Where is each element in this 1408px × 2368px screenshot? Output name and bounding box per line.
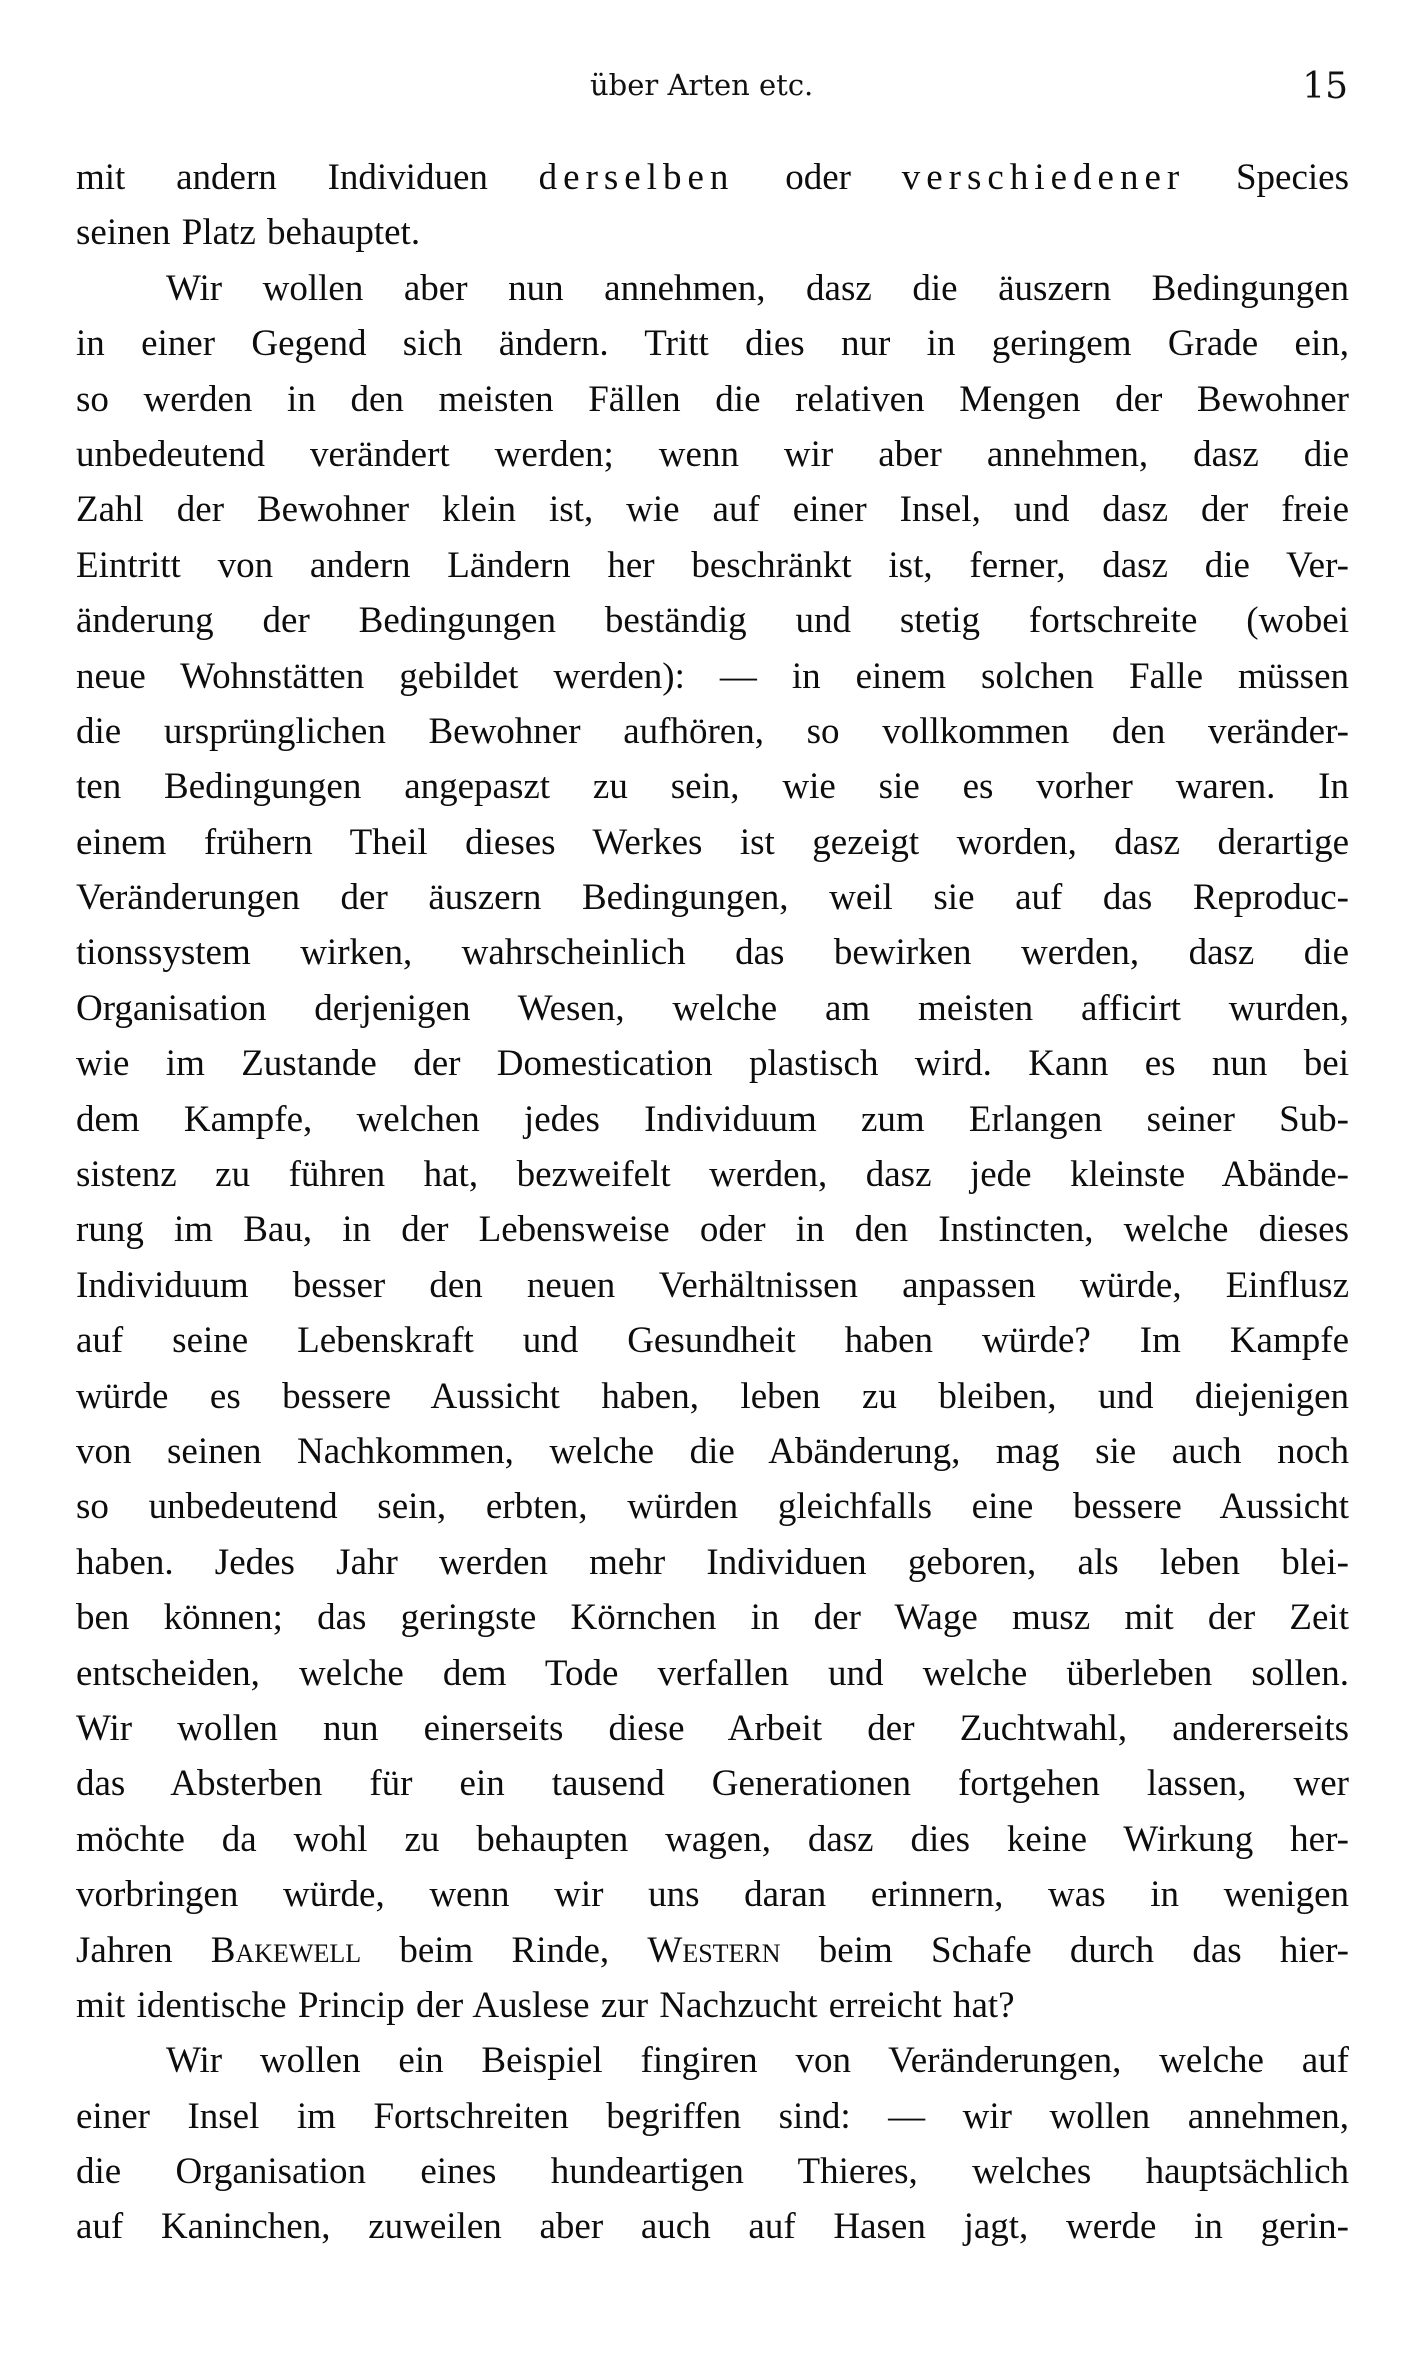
text-line: Zahl der Bewohner klein ist, wie auf einer Insel, und dasz der freie [76, 489, 1349, 531]
text-line: Individuum besser den neuen Verhältnissen anpassen würde, Einflusz [76, 1264, 1349, 1306]
text-line: einem frühern Theil dieses Werkes ist gezeigt worden, dasz derartige [76, 821, 1349, 863]
page-number: 15 [1302, 66, 1348, 107]
running-head [0, 60, 1408, 120]
text-line: unbedeutend verändert werden; wenn wir aber annehmen, dasz die [76, 433, 1349, 475]
text-line: einer Insel im Fortschreiten begriffen sind: — wir wollen annehmen, [76, 2095, 1349, 2137]
text-line: seinen Platz behauptet. [76, 212, 421, 254]
text-line: Veränderungen der äuszern Bedingungen, weil sie auf das Reproduc- [76, 877, 1349, 919]
text-line: von seinen Nachkommen, welche die Abänderung, mag sie auch noch [76, 1430, 1349, 1472]
text-line: rung im Bau, in der Lebensweise oder in den Instincten, welche dieses [76, 1209, 1349, 1251]
text-line: möchte da wohl zu behaupten wagen, dasz dies keine Wirkung her- [76, 1818, 1349, 1860]
text-line: auf seine Lebenskraft und Gesundheit haben würde? Im Kampfe [76, 1320, 1349, 1362]
text-line: auf Kaninchen, zuweilen aber auch auf Hasen jagt, werde in gerin- [76, 2206, 1349, 2248]
spaced-emphasis: derselben [538, 157, 735, 198]
text-line: in einer Gegend sich ändern. Tritt dies nur in geringem Grade ein, [76, 323, 1349, 365]
text-line: haben. Jedes Jahr werden mehr Individuen geboren, als leben blei- [76, 1541, 1349, 1583]
spaced-emphasis: verschiedener [901, 157, 1186, 198]
small-caps-name: Western [647, 1929, 781, 1971]
text-line: mit identische Princip der Auslese zur Nachzucht erreicht hat? [76, 1984, 1015, 2026]
text-line: die ursprünglichen Bewohner aufhören, so vollkommen den veränder- [76, 710, 1349, 752]
text-line: so werden in den meisten Fällen die relativen Mengen der Bewohner [76, 378, 1349, 420]
text-line: würde es bessere Aussicht haben, leben zu bleiben, und diejenigen [76, 1375, 1349, 1417]
text-line: so unbedeutend sein, erbten, würden gleichfalls eine bessere Aussicht [76, 1486, 1349, 1528]
text-line: Wir wollen ein Beispiel fingiren von Veränderungen, welche auf [166, 2040, 1349, 2082]
text-line: ben können; das geringste Körnchen in der Wage musz mit der Zeit [76, 1597, 1349, 1639]
text-line: wie im Zustande der Domestication plastisch wird. Kann es nun bei [76, 1043, 1349, 1085]
running-title: über Arten etc. [590, 68, 814, 102]
body-text [76, 150, 1349, 2255]
text-line: entscheiden, welche dem Tode verfallen und welche überleben sollen. [76, 1652, 1349, 1694]
text-line: mit andern Individuen derselben oder verschiedener Species [76, 157, 1349, 198]
text-line: Organisation derjenigen Wesen, welche am meisten afficirt wurden, [76, 987, 1349, 1029]
text-line: die Organisation eines hundeartigen Thieres, welches hauptsächlich [76, 2151, 1349, 2193]
text-line: änderung der Bedingungen beständig und stetig fortschreite (wobei [76, 600, 1349, 642]
text-line: das Absterben für ein tausend Generationen fortgehen lassen, wer [76, 1763, 1349, 1805]
text-line: sistenz zu führen hat, bezweifelt werden, dasz jede kleinste Abände- [76, 1154, 1349, 1196]
text-line: ten Bedingungen angepaszt zu sein, wie sie es vorher waren. In [76, 766, 1349, 808]
text-line: tionssystem wirken, wahrscheinlich das bewirken werden, dasz die [76, 932, 1349, 974]
text-line: Jahren Bakewell beim Rinde, Western beim Schafe durch das hier- [76, 1929, 1349, 1971]
text-line: vorbringen würde, wenn wir uns daran erinnern, was in wenigen [76, 1874, 1349, 1916]
text-line: neue Wohnstätten gebildet werden): — in einem solchen Falle müssen [76, 655, 1349, 697]
text-line: Wir wollen aber nun annehmen, dasz die äuszern Bedingungen [166, 267, 1349, 309]
text-line: Eintritt von andern Ländern her beschränkt ist, ferner, dasz die Ver- [76, 544, 1349, 586]
text-line: Wir wollen nun einerseits diese Arbeit der Zuchtwahl, andererseits [76, 1707, 1349, 1749]
small-caps-name: Bakewell [210, 1929, 362, 1971]
text-line: dem Kampfe, welchen jedes Individuum zum Erlangen seiner Sub- [76, 1098, 1349, 1140]
